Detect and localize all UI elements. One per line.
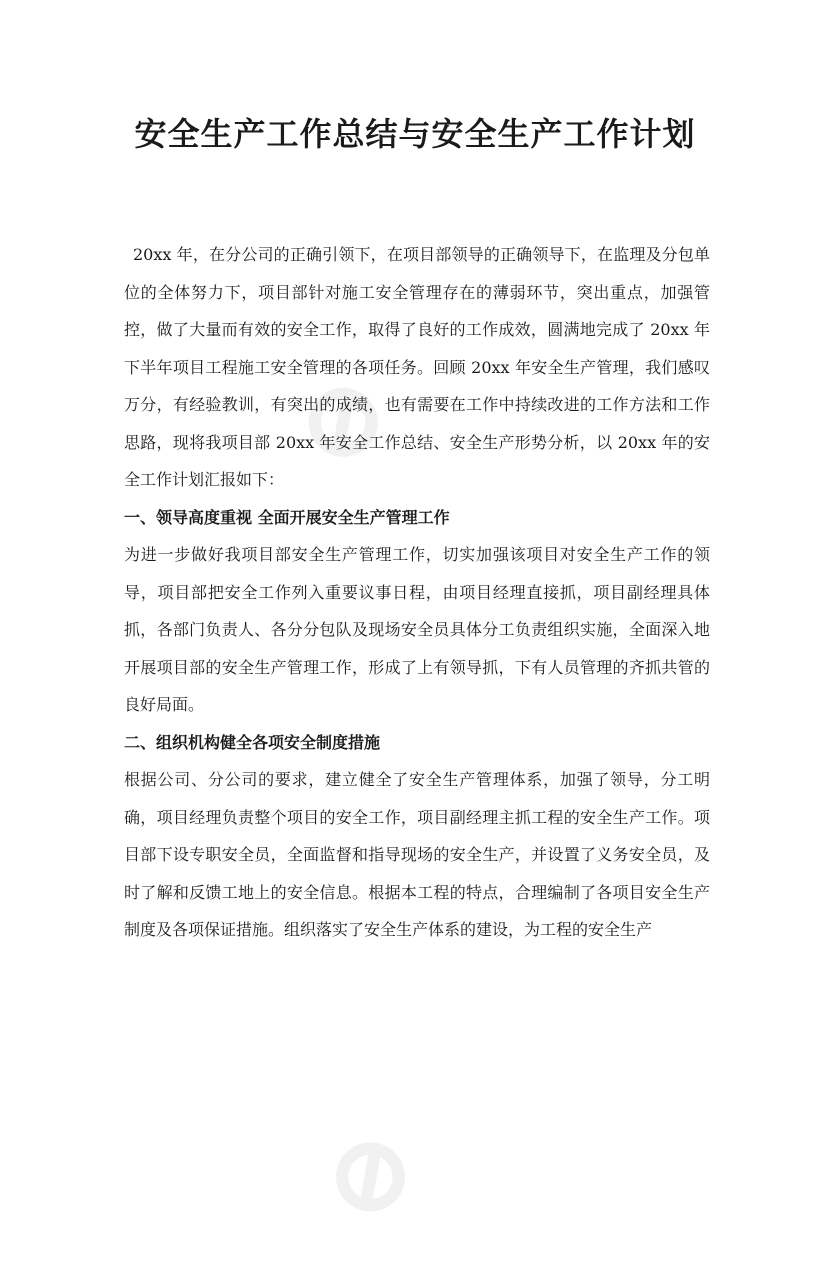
section-1-heading: 一、领导高度重视 全面开展安全生产管理工作 — [124, 507, 450, 527]
section-2-paragraph: 根据公司、分公司的要求，建立健全了安全生产管理体系，加强了领导，分工明确，项目经理负责整个项目的安全工作，项目副经理主抓工程的安全生产工作。项目部下设专职安全员，全面监督和指导现场的安全生产，并设置了义务安全员，及时了解和反馈工地上的安全信息。根据本工程的特点，合理编制了各项目安全生产制度及各项保证措施。组织落实了安全生产体系的建设，为工程的安全生产 — [124, 770, 710, 939]
document-title: 安全生产工作总结与安全生产工作计划 — [134, 115, 696, 153]
section-2-heading: 二、组织机构健全各项安全制度措施 — [124, 732, 381, 752]
document-body — [124, 236, 710, 949]
section-1-paragraph: 为进一步做好我项目部安全生产管理工作，切实加强该项目对安全生产工作的领导，项目部把安全工作列入重要议事日程，由项目经理直接抓，项目副经理具体抓，各部门负责人、各分分包队及现场安全员具体分工负责组织实施，全面深入地开展项目部的安全生产管理工作，形成了上有领导抓，下有人员管理的齐抓共管的良好局面。 — [124, 545, 710, 714]
watermark: ⊘ — [266, 339, 416, 499]
watermark-bottom: ⊘ — [293, 1094, 443, 1253]
intro-paragraph: 20xx 年，在分公司的正确引领下，在项目部领导的正确领导下，在监理及分包单位的全体努力下，项目部针对施工安全管理存在的薄弱环节，突出重点，加强管控，做了大量而有效的安全工作，取得了良好的工作成效，圆满地完成了 20xx 年下半年项目工程施工安全管理的各项任务。回顾 20xx 年安全生产管理，我们感叹万分，有经验教训，有突出的成绩，也有需要在工作中持续改进的工作方法和工作思路，现将我项目部 20xx 年安全工作总结、安全生产形势分析，以 20xx 年的安全工作计划汇报如下： — [124, 245, 710, 489]
